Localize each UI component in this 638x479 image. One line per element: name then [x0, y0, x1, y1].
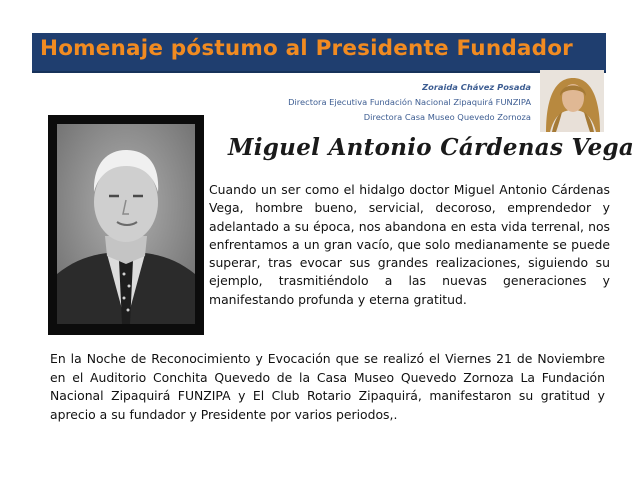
title-banner	[32, 33, 606, 73]
author-portrait-image	[540, 70, 604, 132]
honoree-portrait-frame	[48, 115, 204, 335]
author-role-executive: Directora Ejecutiva Fundación Nacional Zipaquirá FUNZIPA	[288, 97, 531, 107]
tribute-paragraph: Cuando un ser como el hidalgo doctor Miguel Antonio Cárdenas Vega, hombre bueno, servicial, decoroso, emprendedor y adelantado a su época, nos abandona en esta vida terrenal, nos enfrentamos a un gran vacío, que solo medianamente se puede superar, tras evocar sus grandes realizaciones, siguiendo su ejemplo, trasmitiéndolo a las nuevas generaciones y manifestando profunda y eterna gratitud.	[209, 182, 610, 307]
event-paragraph: En la Noche de Reconocimiento y Evocación que se realizó el Viernes 21 de Noviembre en el Auditorio Conchita Quevedo de la Casa Museo Quevedo Zornoza La Fundación Nacional Zipaquirá FUNZIPA y El Club Rotario Zipaquirá, manifestaron su gratitud y aprecio a su fundador y Presidente por varios periodos,.	[50, 351, 605, 423]
slide-title: Homenaje póstumo al Presidente Fundador	[40, 36, 573, 61]
author-block	[288, 80, 531, 125]
author-photo	[540, 70, 604, 132]
honoree-name-heading: Miguel Antonio Cárdenas Vega	[228, 134, 635, 161]
author-role-museum: Directora Casa Museo Quevedo Zornoza	[363, 112, 531, 122]
honoree-portrait	[57, 124, 195, 324]
honoree-portrait-image	[57, 124, 195, 324]
author-name: Zoraida Chávez Posada	[422, 82, 531, 92]
